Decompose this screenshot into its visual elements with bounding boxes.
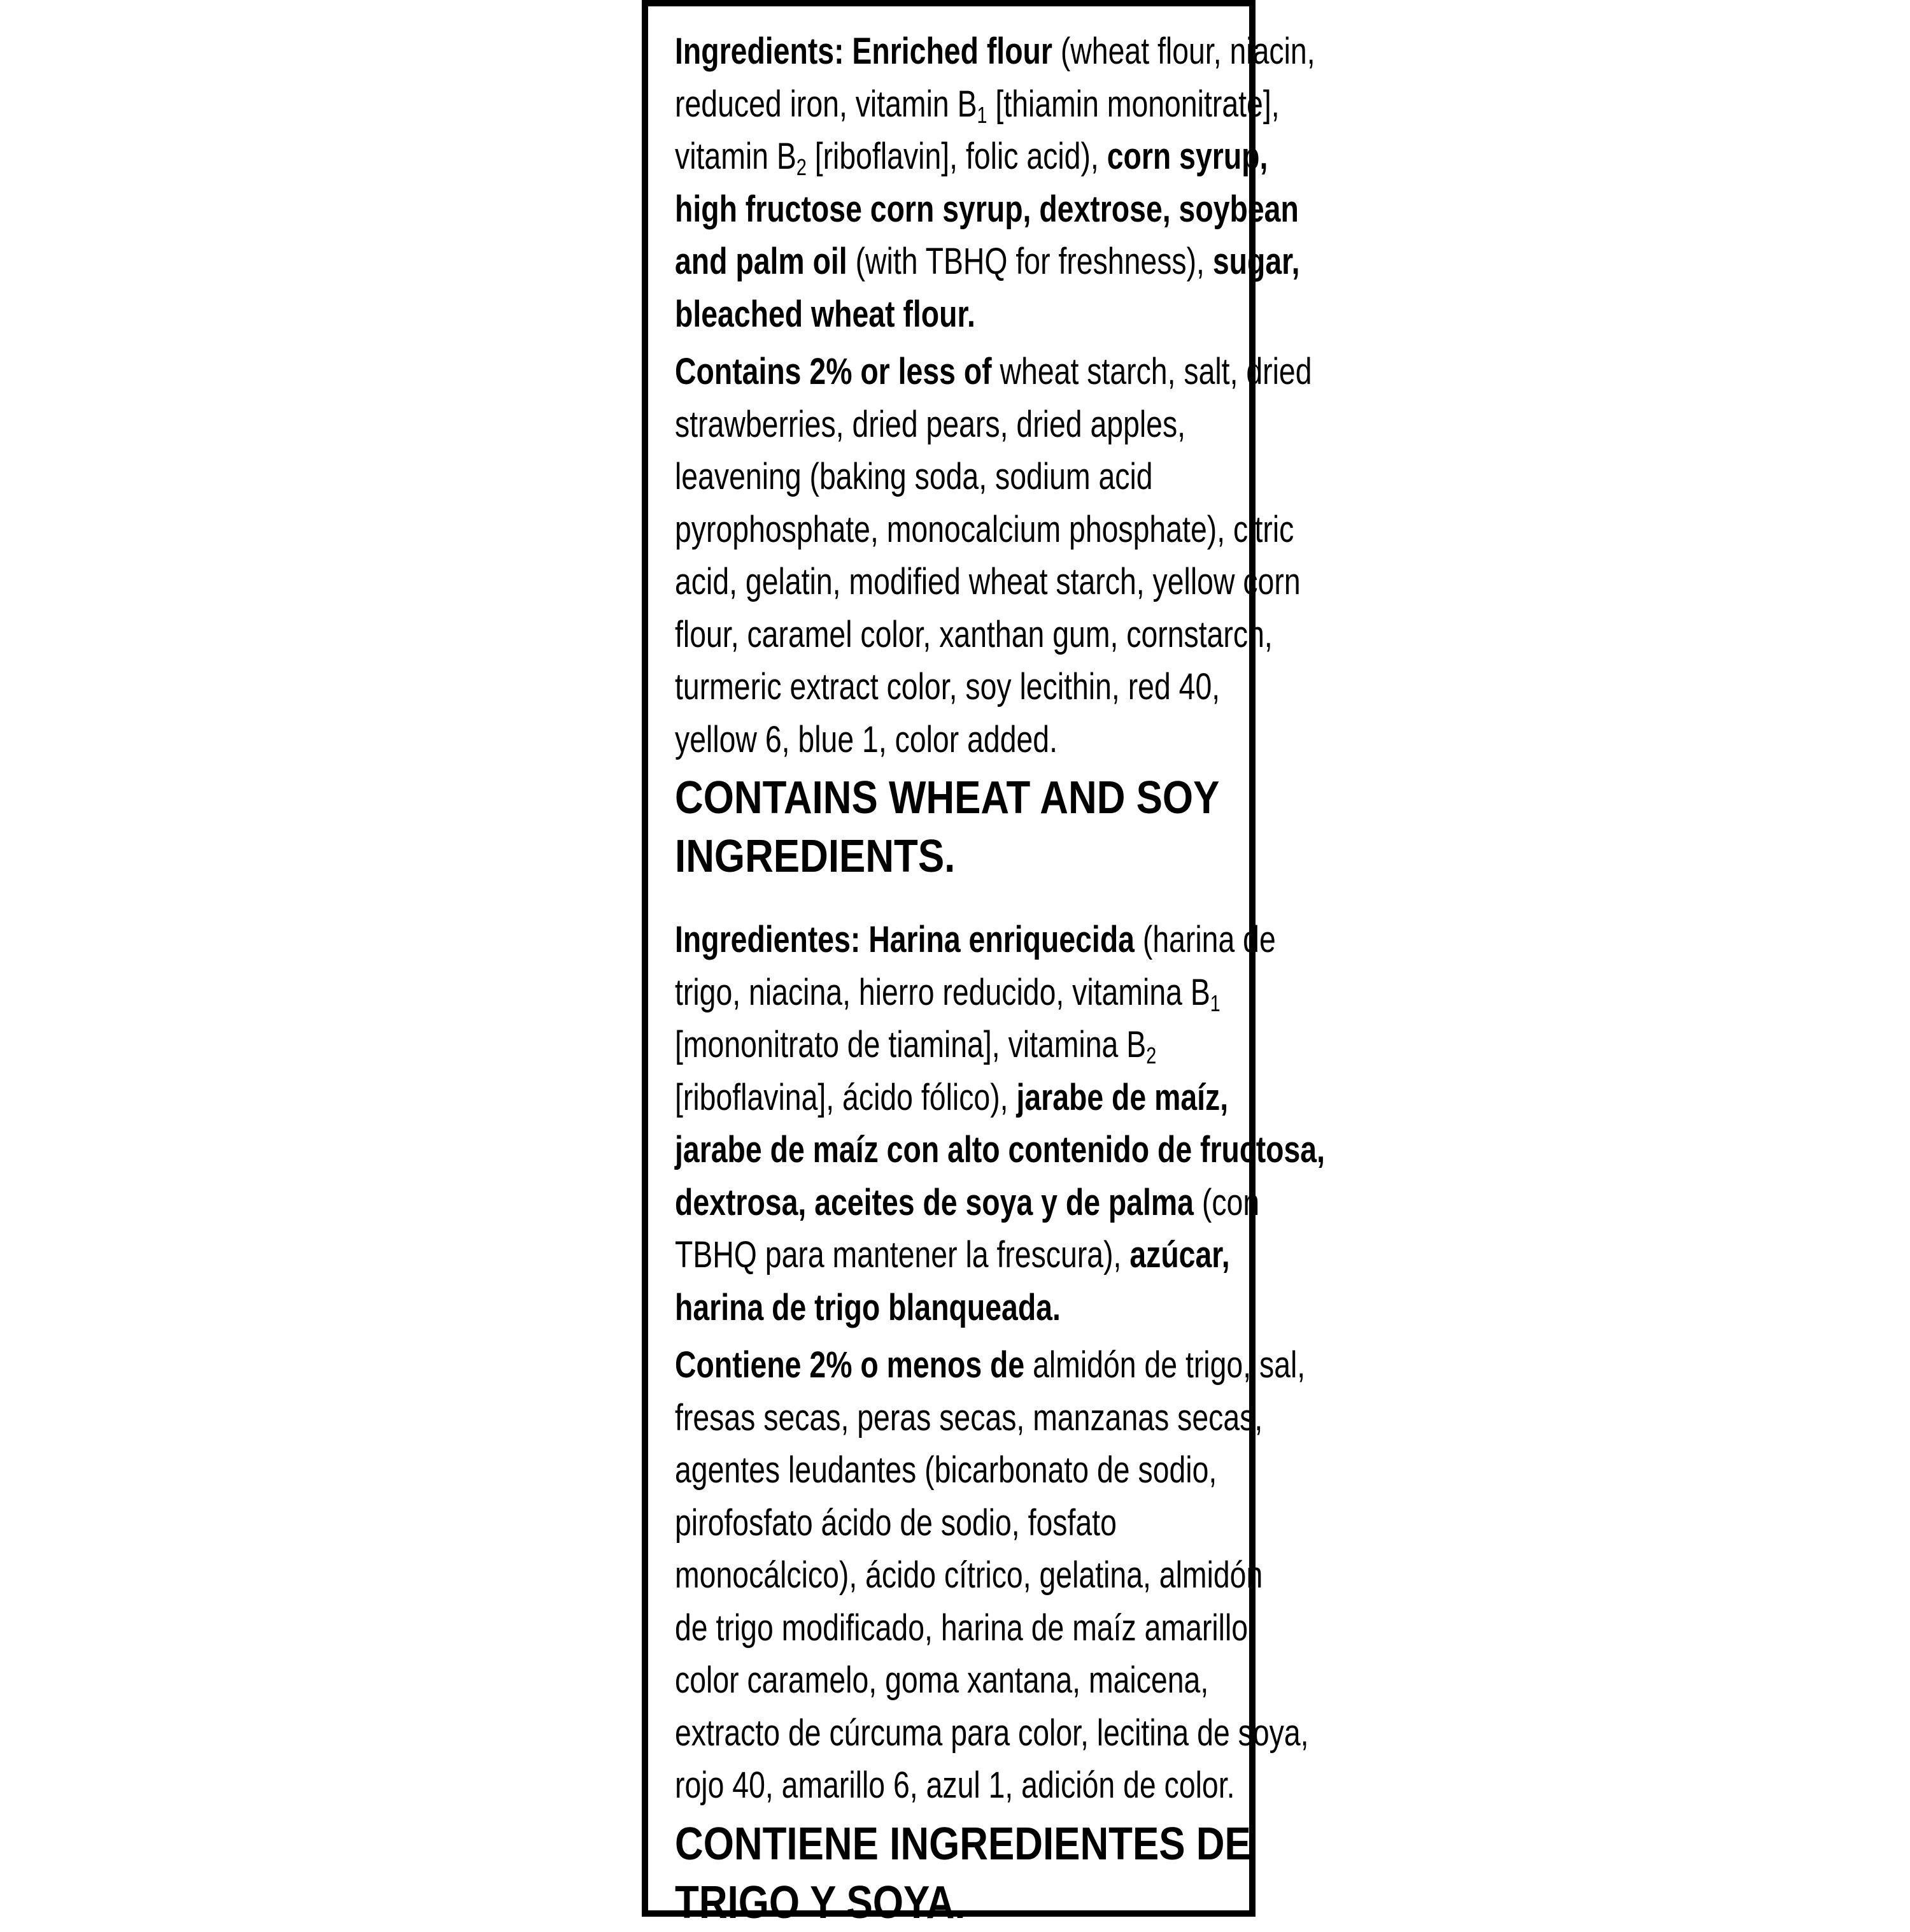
text-line bbox=[675, 1497, 1240, 1550]
text-run: pirofosfato ácido de sodio, fosfato bbox=[675, 1502, 1117, 1544]
text-line bbox=[675, 1549, 1263, 1602]
text-line bbox=[675, 714, 1240, 767]
bold-run: high fructose corn syrup, dextrose, soybean bbox=[675, 188, 1299, 230]
bold-run: dextrosa, aceites de soya y de palma bbox=[675, 1181, 1202, 1223]
text-run: turmeric extract color, soy lecithin, red 40, bbox=[675, 666, 1220, 707]
spanish-contains-less bbox=[675, 1339, 1309, 1812]
bold-run: azúcar, bbox=[1129, 1234, 1230, 1275]
text-line bbox=[675, 25, 1315, 78]
bold-run: harina de trigo blanqueada. bbox=[675, 1286, 1061, 1328]
spanish-allergen-line-2: TRIGO Y SOYA. bbox=[675, 1877, 966, 1928]
text-run: almidón de trigo, sal, bbox=[1033, 1344, 1306, 1386]
text-line bbox=[675, 914, 1276, 967]
text-line bbox=[675, 1282, 1240, 1335]
subscript: 1 bbox=[977, 101, 987, 128]
text-line bbox=[675, 504, 1294, 557]
text-line bbox=[675, 661, 1240, 714]
spanish-allergen-line-1: CONTIENE INGREDIENTES DE bbox=[675, 1818, 1251, 1870]
text-run: (with TBHQ for freshness), bbox=[855, 241, 1213, 282]
text-run: [thiamin mononitrate], bbox=[987, 83, 1280, 125]
text-line bbox=[675, 1444, 1240, 1497]
text-run: vitamin B bbox=[675, 136, 796, 177]
bold-run: Ingredients: Enriched flour bbox=[675, 31, 1061, 72]
text-line bbox=[675, 1072, 1240, 1125]
text-line bbox=[675, 609, 1273, 662]
text-run: strawberries, dried pears, dried apples, bbox=[675, 403, 1186, 445]
text-run: (wheat flour, niacin, bbox=[1060, 31, 1315, 72]
bold-run: Ingredientes: Harina enriquecida bbox=[675, 919, 1143, 960]
text-run: reduced iron, vitamin B bbox=[675, 83, 977, 125]
text-run: acid, gelatin, modified wheat starch, yellow corn bbox=[675, 561, 1301, 602]
text-run: leavening (baking soda, sodium acid bbox=[675, 456, 1153, 497]
text-line bbox=[675, 451, 1240, 504]
text-run: [riboflavina], ácido fólico), bbox=[675, 1076, 1017, 1118]
text-run: monocálcico), ácido cítrico, gelatina, almidón bbox=[675, 1554, 1263, 1596]
text-run: [mononitrato de tiamina], vitamina B bbox=[675, 1024, 1147, 1065]
text-line bbox=[675, 1177, 1260, 1230]
subscript: 1 bbox=[1210, 990, 1220, 1016]
text-line bbox=[675, 1019, 1240, 1072]
text-line bbox=[675, 1392, 1263, 1445]
text-line bbox=[675, 1339, 1306, 1392]
text-run: flour, caramel color, xanthan gum, cornstarch, bbox=[675, 613, 1273, 655]
bold-run: Contiene 2% o menos de bbox=[675, 1344, 1033, 1386]
bold-run: sugar, bbox=[1212, 241, 1300, 282]
text-line bbox=[675, 78, 1280, 131]
text-run: extracto de cúrcuma para color, lecitina de soya, bbox=[675, 1712, 1309, 1754]
text-run: (con bbox=[1201, 1181, 1260, 1223]
english-allergen-statement bbox=[675, 769, 1239, 886]
text-line bbox=[675, 1654, 1240, 1707]
text-line bbox=[675, 399, 1240, 451]
text-line bbox=[675, 1759, 1240, 1812]
text-run: [riboflavin], folic acid), bbox=[806, 136, 1107, 177]
subscript: 2 bbox=[1146, 1042, 1157, 1069]
english-allergen-line-2: INGREDIENTS. bbox=[675, 831, 956, 882]
text-line bbox=[675, 346, 1312, 399]
text-run: rojo 40, amarillo 6, azul 1, adición de color. bbox=[675, 1765, 1235, 1806]
text-line bbox=[675, 236, 1300, 288]
subscript: 2 bbox=[796, 154, 807, 181]
text-line bbox=[675, 1124, 1326, 1177]
text-run: fresas secas, peras secas, manzanas secas, bbox=[675, 1396, 1263, 1438]
text-run: pyrophosphate, monocalcium phosphate), citric bbox=[675, 508, 1294, 550]
label-content bbox=[675, 25, 1326, 1932]
text-line bbox=[675, 131, 1268, 183]
english-ingredients bbox=[675, 25, 1315, 341]
text-run: (harina de bbox=[1142, 919, 1276, 960]
bold-run: and palm oil bbox=[675, 241, 856, 282]
text-run: yellow 6, blue 1, color added. bbox=[675, 718, 1058, 760]
bold-run: corn syrup, bbox=[1107, 136, 1268, 177]
english-contains-less bbox=[675, 346, 1312, 766]
text-run: agentes leudantes (bicarbonato de sodio, bbox=[675, 1449, 1217, 1491]
bold-run: Contains 2% or less of bbox=[675, 351, 1000, 392]
text-run: trigo, niacina, hierro reducido, vitamina B bbox=[675, 971, 1210, 1013]
ingredients-label-panel bbox=[642, 0, 1326, 1928]
text-run: TBHQ para mantener la frescura), bbox=[675, 1234, 1130, 1275]
spanish-allergen-statement bbox=[675, 1815, 1251, 1932]
text-line bbox=[675, 288, 1240, 341]
text-run: color caramelo, goma xantana, maicena, bbox=[675, 1659, 1209, 1701]
text-run: de trigo modificado, harina de maíz amarillo, bbox=[675, 1607, 1256, 1649]
text-line bbox=[675, 967, 1240, 1019]
english-allergen-line-1: CONTAINS WHEAT AND SOY bbox=[675, 772, 1220, 823]
text-line bbox=[675, 1707, 1309, 1760]
text-line bbox=[675, 556, 1301, 609]
text-line bbox=[675, 1602, 1256, 1655]
bold-run: bleached wheat flour. bbox=[675, 293, 975, 335]
spanish-ingredients bbox=[675, 914, 1326, 1334]
bold-run: jarabe de maíz, bbox=[1016, 1076, 1229, 1118]
text-line bbox=[675, 183, 1299, 236]
bold-run: jarabe de maíz con alto contenido de fructosa, bbox=[675, 1129, 1326, 1170]
text-line bbox=[675, 1229, 1240, 1282]
text-run: wheat starch, salt, dried bbox=[1000, 351, 1312, 392]
